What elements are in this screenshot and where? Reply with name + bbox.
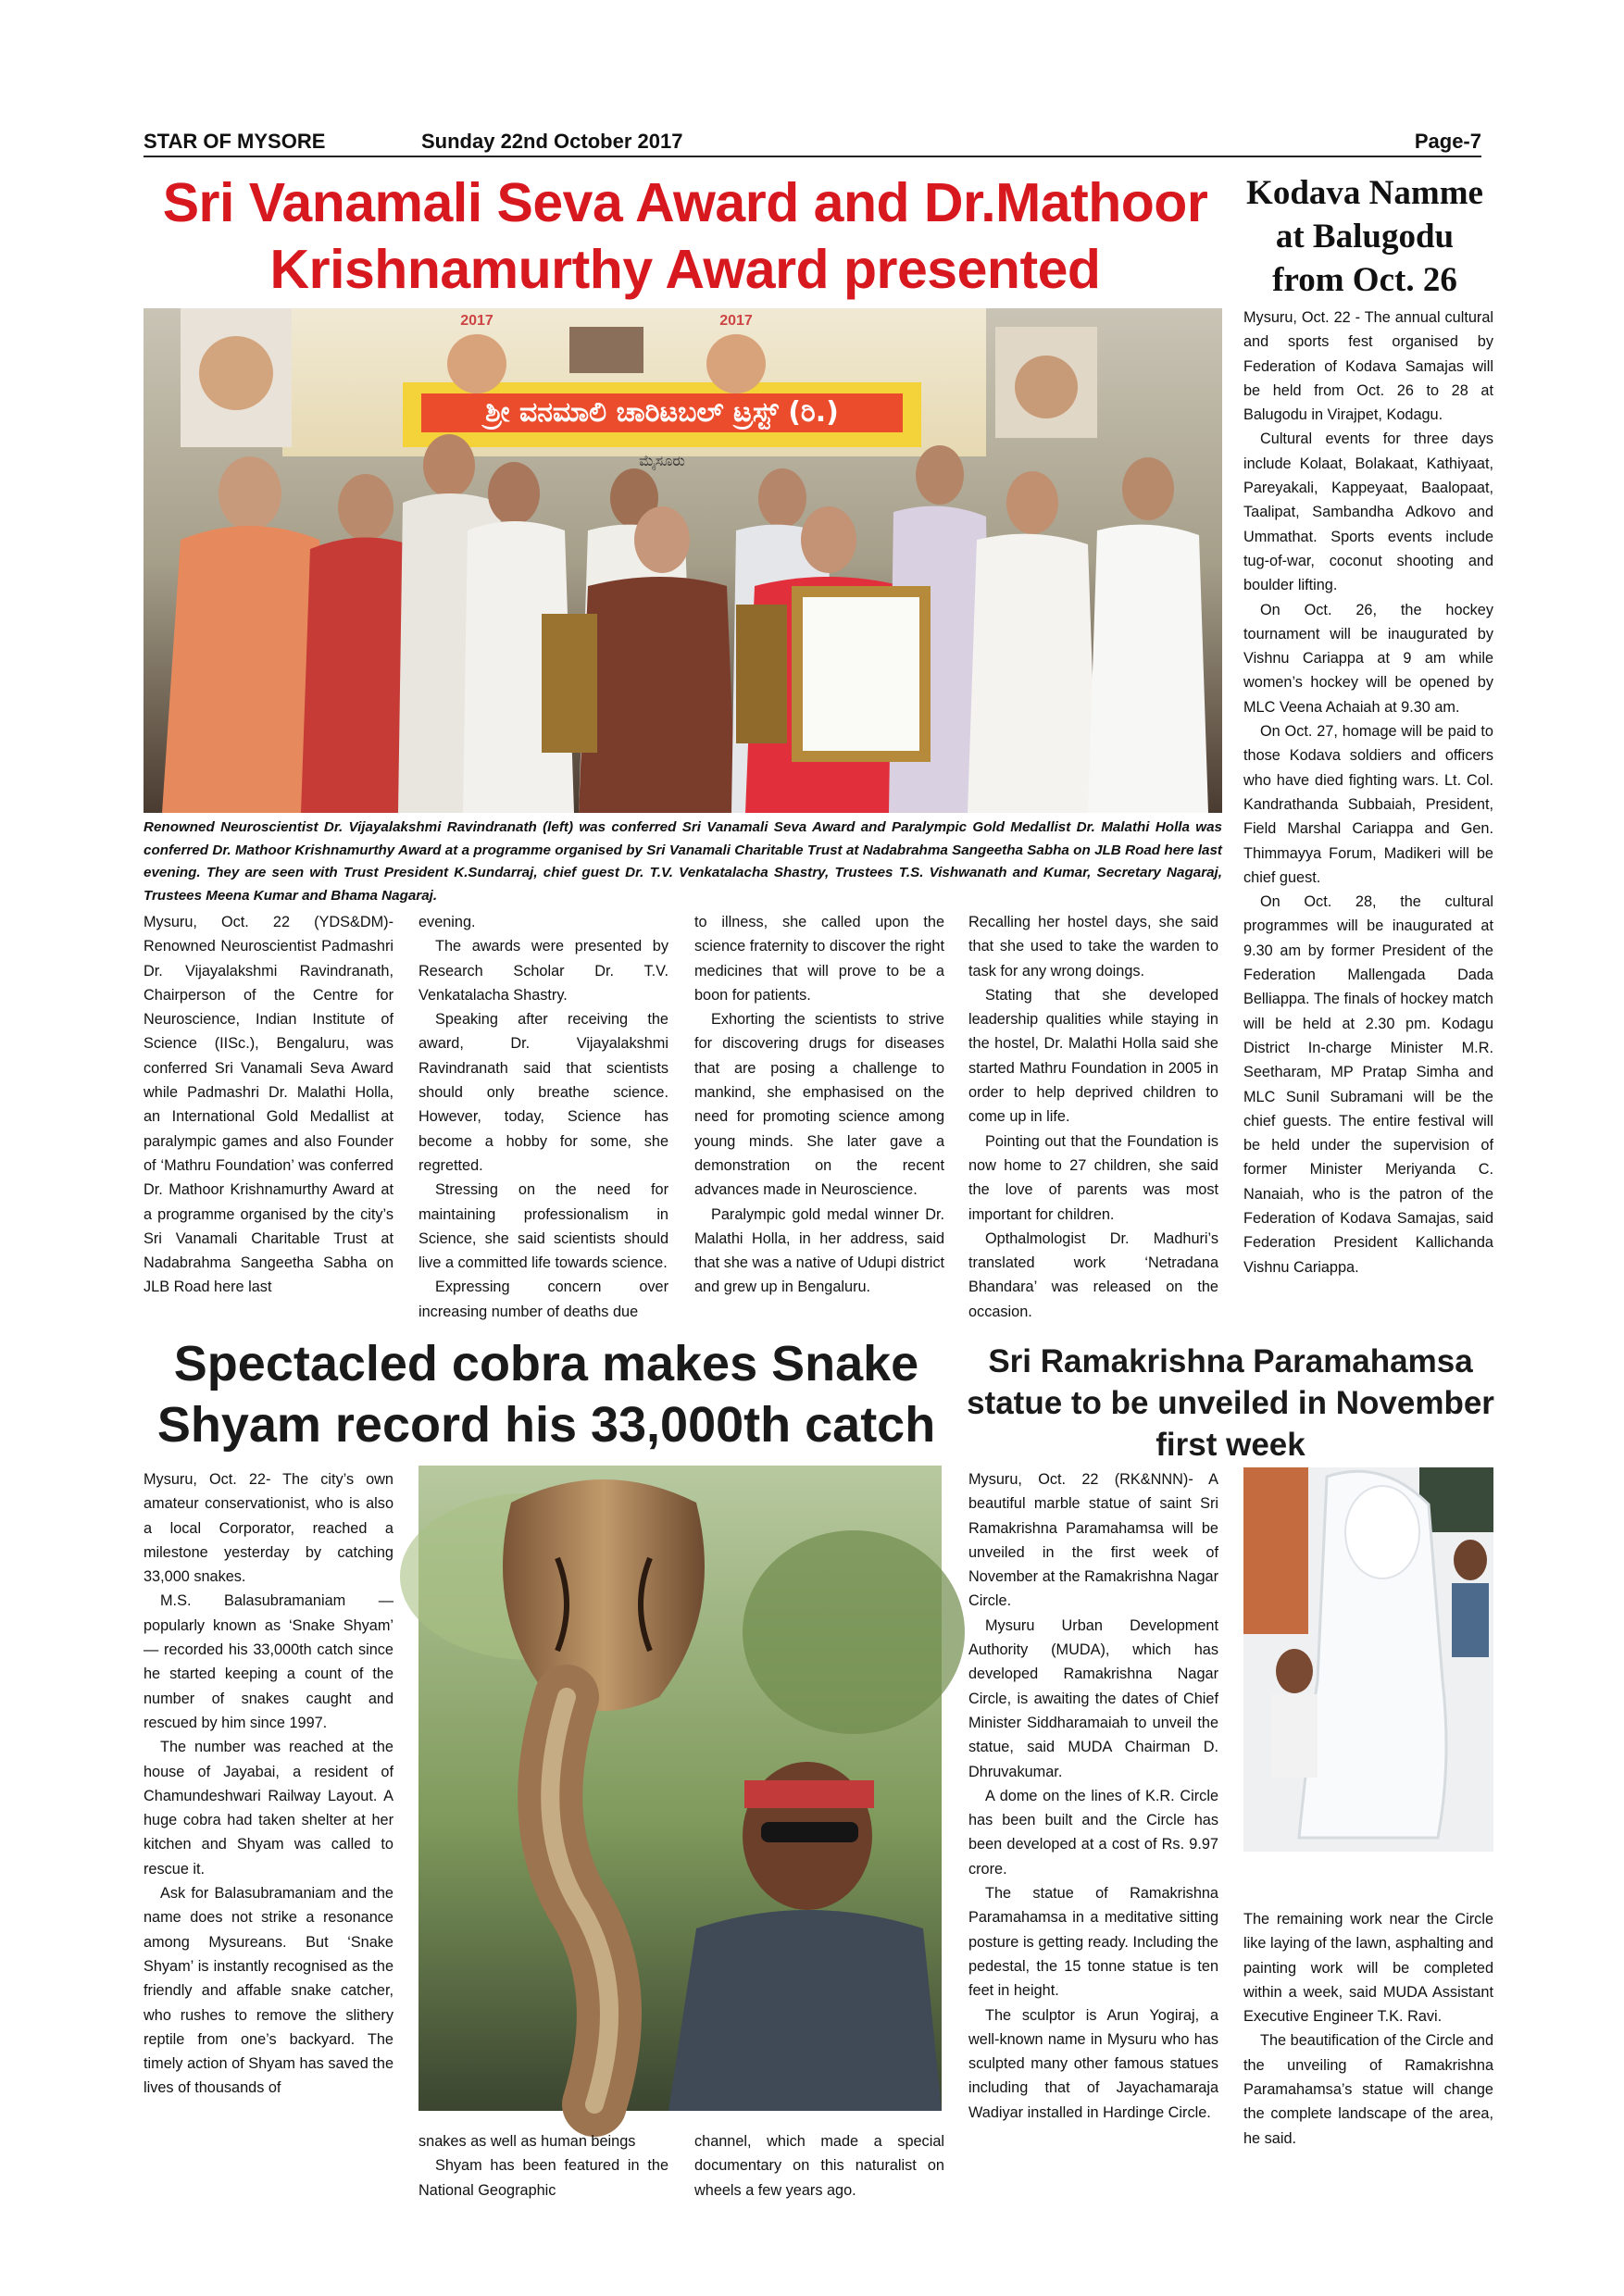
kodava-column [1243, 306, 1493, 1324]
header-rule [144, 156, 1481, 157]
kodava-p1: Mysuru, Oct. 22 - The annual cultural and sports fest organised by Federation of Kodava Samajas will be held from Oct. 26 to 28 at Balugodu in Virajpet, Kodagu. [1243, 309, 1493, 424]
kodava-headline: Kodava Namme at Balugodu from Oct. 26 [1246, 174, 1483, 299]
lead-photo [144, 308, 1222, 813]
snake-c2-p2: Shyam has been featured in the National Geographic [418, 2157, 668, 2199]
statue-headline: Sri Ramakrishna Paramahamsa statue to be unveiled in November first week [967, 1343, 1494, 1463]
snake-c1-p4: Ask for Balasubramaniam and the name does not strike a resonance among Mysureans. But ‘Snake Shyam’ is instantly recognised as the friendly and affable snake catcher, who rushes to remove the slithery reptile from one’s backyard. The timely action of Shyam has saved the lives of thousands of [144, 1885, 394, 2097]
issue-date: Sunday 22nd October 2017 [421, 130, 683, 153]
lead-c2-p2: The awards were presented by Research Scholar Dr. T.V. Venkatalacha Shastry. [418, 938, 668, 1004]
snake-headline: Spectacled cobra makes Snake Shyam record his 33,000th catch [156, 1336, 936, 1453]
snake-column-3 [694, 2129, 944, 2199]
kodava-p4: On Oct. 27, homage will be paid to those Kodava soldiers and officers who have died fighting wars. Lt. Col. Kandrathanda Subbaiah, President, Field Marshal Cariappa and Gen. Thimmayya Forum, Madikeri will be chief guest. [1243, 723, 1493, 886]
statue-l-p3: A dome on the lines of K.R. Circle has been built and the Circle has been developed at a cost of Rs. 9.97 crore. [968, 1787, 1218, 1878]
statue-l-p1: Mysuru, Oct. 22 (RK&NNN)- A beautiful marble statue of saint Sri Ramakrishna Paramahamsa will be unveiled in the first week of November at the Ramakrishna Nagar Circle. [968, 1471, 1218, 1610]
lead-c4-p4: Opthalmologist Dr. Madhuri’s translated work ‘Netradana Bhandara’ was released on the occasion. [968, 1229, 1218, 1320]
kodava-p3: On Oct. 26, the hockey tournament will be inaugurated by Vishnu Cariappa at 9 am while women’s hockey will be opened by MLC Veena Achaiah at 9.30 am. [1243, 601, 1493, 716]
lead-headline: Sri Vanamali Seva Award and Dr.Mathoor Krishnamurthy Award presented [162, 172, 1208, 300]
paper-name: STAR OF MYSORE [144, 130, 326, 153]
lead-c3-p2: Exhorting the scientists to strive for discovering drugs for diseases that are posing a challenge to mankind, she emphasised on the need for promoting science among young minds. She later gave a demonstration on the recent advances made in Neuroscience. [694, 1011, 944, 1199]
banner-text: ಶ್ರೀ ವನಮಾಲಿ ಚಾರಿಟಬಲ್ ಟ್ರಸ್ಟ್ (ರಿ.) [485, 396, 839, 429]
lead-c3-p3: Paralympic gold medal winner Dr. Malathi Holla, in her address, said that she was a native of Udupi district and grew up in Bengaluru. [694, 1205, 944, 1296]
lead-photo-caption: Renowned Neuroscientist Dr. Vijayalakshmi Ravindranath (left) was conferred Sri Vanamali Seva Award and Paralympic Gold Medallist Dr. Malathi Holla was conferred Dr. Mathoor Krishnamurthy Award at a programme organised by Sri Vanamali Charitable Trust at Nadabrahma Sangeetha Sabha on JLB Road here last evening. They are seen with Trust President K.Sundarraj, chief guest Dr. T.V. Venkatalacha Shastry, Trustees T.S. Vishwanath and Kumar, Secretary Nagaraj, Trustees Meena Kumar and Bhama Nagaraj. [144, 819, 1222, 904]
lead-c4-p1: Recalling her hostel days, she said that she used to take the warden to task for any wrong doings. [968, 914, 1218, 980]
lead-c1-p1: Mysuru, Oct. 22 (YDS&DM)- Renowned Neuroscientist Padmashri Dr. Vijayalakshmi Ravindranath, Chairperson of the Centre for Neuroscience, Indian Institute of Science (IISc.), Bengaluru, was conferred Sri Vanamali Seva Award while Padmashri Dr. Malathi Holla, an International Gold Medallist at paralympic games and also Founder of ‘Mathru Foundation’ was conferred Dr. Mathoor Krishnamurthy Award at a programme organised by the city’s Sri Vanamali Charitable Trust at Nadabrahma Sangeetha Sabha on JLB Road here last [144, 914, 394, 1296]
lead-c2-p5: Expressing concern over increasing number of deaths due [418, 1279, 668, 1320]
lead-column-2 [418, 910, 668, 1320]
snake-c1-p3: The number was reached at the house of Jayabai, a resident of Chamundeshwari Railway Layout. A huge cobra had taken shelter at her kitchen and Shyam was called to rescue it. [144, 1739, 394, 1878]
snake-c3-p1: channel, which made a special documentary on this naturalist on wheels a few years ago. [694, 2133, 944, 2199]
statue-column-left [968, 1467, 1218, 2190]
statue-l-p2: Mysuru Urban Development Authority (MUDA), which has developed Ramakrishna Nagar Circle, is awaiting the dates of Chief Minister Siddharamaiah to unveil the statue, said MUDA Chairman D. Dhruvakumar. [968, 1616, 1218, 1780]
lead-c2-p4: Stressing on the need for maintaining professionalism in Science, she said scientists should live a committed life towards science. [418, 1181, 668, 1272]
lead-c3-p1: to illness, she called upon the science fraternity to discover the right medicines that will prove to be a boon for patients. [694, 914, 944, 1004]
kodava-p2: Cultural events for three days include Kolaat, Bolakaat, Kathiyaat, Pareyakali, Kappeyaat, Baalopaat, Taalipat, Sambandha Adkovo and Ummathat. Sports events include tug-of-war, coconut shooting and boulder lifting. [1243, 430, 1493, 594]
snake-c1-p2: M.S. Balasubramaniam — popularly known as ‘Snake Shyam’ — recorded his 33,000th catch since he started keeping a count of the number of snakes caught and rescued by him since 1997. [144, 1592, 394, 1731]
banner-sub: ಮೈಸೂರು [639, 452, 685, 469]
banner-year-right: 2017 [719, 313, 753, 329]
lead-c4-p3: Pointing out that the Foundation is now home to 27 children, she said the love of parents was most important for children. [968, 1132, 1218, 1223]
kodava-p5: On Oct. 28, the cultural programmes will be inaugurated at 9.30 am by former President of the Federation Mallengada Dada Belliappa. The finals of hockey match will be held at 2.30 pm. Kodagu District In-charge Minister M.R. Seetharam, MP Pratap Simha and MLC Sunil Subramani will be the chief guests. The entire festival will be held under the supervision of former Minister Meriyanda C. Nanaiah, who is the patron of the Federation of Kodava Samajas, said Federation President Kallichanda Vishnu Cariappa. [1243, 893, 1493, 1276]
lead-column-4 [968, 910, 1218, 1320]
statue-column-right [1243, 1907, 1493, 2194]
snake-photo [418, 1466, 942, 2111]
lead-c4-p2: Stating that she developed leadership qualities while staying in the hostel, Dr. Malathi Holla said she started Mathru Foundation in 2005 in order to help deprived children to come up in life. [968, 986, 1218, 1126]
banner-year-left: 2017 [460, 313, 493, 329]
lead-column-1 [144, 910, 394, 1317]
lead-c2-p3: Speaking after receiving the award, Dr. Vijayalakshmi Ravindranath said that scientists should only breathe science. However, today, Science has become a hobby for some, she regretted. [418, 1011, 668, 1174]
snake-c1-p1: Mysuru, Oct. 22- The city’s own amateur conservationist, who is also a local Corporator, reached a milestone yesterday by catching 33,000 snakes. [144, 1471, 394, 1586]
lead-column-3 [694, 910, 944, 1317]
statue-l-p4: The statue of Ramakrishna Paramahamsa in a meditative sitting posture is getting ready. Including the pedestal, the 15 tonne statue is ten feet in height. [968, 1885, 1218, 2000]
snake-column-1 [144, 1467, 394, 2180]
snake-c2-p1: snakes as well as human beings [418, 2133, 636, 2150]
statue-l-p5: The sculptor is Arun Yogiraj, a well-known name in Mysuru who has sculpted many other famous statues including that of Jayachamaraja Wadiyar installed in Hardinge Circle. [968, 2006, 1218, 2121]
lead-c2-p1: evening. [418, 914, 476, 930]
page-number: Page-7 [1414, 130, 1481, 153]
snake-column-2 [418, 2129, 668, 2199]
statue-r-p2: The beautification of the Circle and the unveiling of Ramakrishna Paramahamsa’s statue will change the complete landscape of the area, he said. [1243, 2032, 1493, 2147]
statue-photo [1243, 1467, 1493, 1852]
statue-r-p1: The remaining work near the Circle like laying of the lawn, asphalting and painting work will be completed within a week, said MUDA Assistant Executive Engineer T.K. Ravi. [1243, 1911, 1493, 2026]
